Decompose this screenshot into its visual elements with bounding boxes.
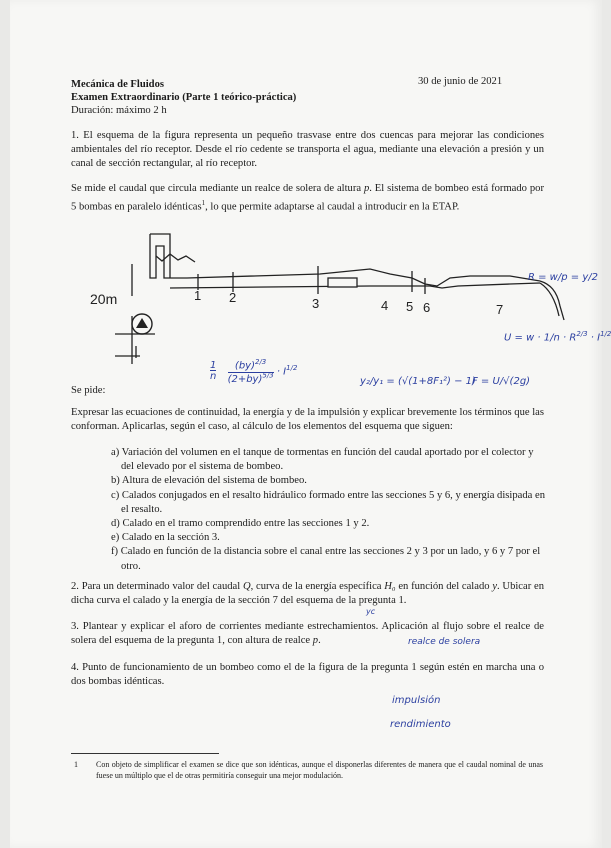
hand-note-impulsion: impulsión (392, 695, 441, 706)
section-label-6: 6 (423, 300, 431, 315)
section-label-7: 7 (496, 302, 504, 317)
hand-formula-hydraulic-radius: R = w/p = y/2 (528, 272, 598, 283)
question-1-items (106, 446, 546, 574)
course-title: Mecánica de Fluidos (71, 79, 164, 90)
exam-date: 30 de junio de 2021 (418, 76, 503, 87)
hand-formula-froude: F = U/√(2g) (472, 376, 531, 387)
list-item: c) Calados conjugados en el resalto hidráulico formado entre las secciones 5 y 6, y energía disipada en el resalto. (111, 489, 546, 515)
height-label: 20m (90, 291, 118, 307)
section-label-4: 4 (381, 298, 389, 313)
list-item: f) Calado en función de la distancia sobre el canal entre las secciones 2 y 3 por un lado, y 6 y 7 por el otro. (111, 546, 541, 572)
question-1-instructions: Expresar las ecuaciones de continuidad, la energía y de la impulsión y explicar brevemente los términos que las conforman. Aplicarlas, según el caso, al cálculo de los elementos del esquema que siguen: (71, 407, 544, 433)
exam-title: Examen Extraordinario (Parte 1 teórico-práctica) (71, 92, 297, 103)
hand-formula-conjugate-depths: y₂/y₁ = (√(1+8F₁²) − 1) (360, 376, 476, 387)
hand-note-realce: realce de solera (408, 637, 481, 647)
hand-note-yc: yc (366, 607, 376, 616)
exam-duration: Duración: máximo 2 h (71, 105, 167, 116)
section-label-1: 1 (194, 288, 202, 303)
question-1-intro: 1. El esquema de la figura representa un pequeño trasvase entre dos cuencas para mejorar las condiciones ambientales del río receptor. Desde el río cedente se transporta el agua, mediante una elevación a presión y un canal de sección rectangular, al río receptor. (71, 130, 544, 170)
footnote-divider (71, 753, 219, 754)
footnote-number: 1 (74, 760, 78, 769)
hand-formula-manning: $U = w \cdot 1/n \cdot R^{2/3} \cdot I^{1/2}$ (504, 330, 611, 344)
list-item: a) Variación del volumen en el tanque de tormentas en función del caudal aportado por el colector y del elevado por el sistema de bombeo. (111, 447, 534, 473)
list-item: d) Calado en el tramo comprendido entre las secciones 1 y 2. (111, 518, 370, 530)
question-4: 4. Punto de funcionamiento de un bombeo como el de la figura de la pregunta 1 según estén en marcha una o dos bombas idénticas. (71, 662, 544, 688)
question-2: 2. Para un determinado valor del caudal Q, curva de la energía específica H₀ en función del calado y. Ubicar en dicha curva el calado y la energía de la sección 7 del esquema de la pregunta 1. (71, 581, 544, 607)
hand-formula-discharge: $\frac{1}{n} (by)^{2/3}$ $(2+by)^{5/3} \cdot I^{1/2}$ (210, 358, 298, 385)
section-label-5: 5 (406, 299, 414, 314)
section-label-2: 2 (229, 290, 237, 305)
se-pide-label: Se pide: (71, 385, 106, 396)
question-1-measurement: Se mide el caudal que circula mediante un realce de solera de altura p. El sistema de bombeo está formado por 5 bombas en paralelo idénticas$^1$, lo que permite adaptarse al caudal a introducir en la ETAP. (71, 183, 544, 213)
list-item: b) Altura de elevación del sistema de bombeo. (111, 475, 307, 487)
list-item: e) Calado en la sección 3. (111, 532, 220, 544)
hand-note-rendimiento: rendimiento (390, 719, 451, 730)
question-3: 3. Plantear y explicar el aforo de corrientes mediante estrechamientos. Aplicación al flujo sobre el realce de solera del esquema de la pregunta 1, con altura de realce p. (71, 621, 544, 647)
schema-figure (70, 226, 610, 396)
exam-page (10, 0, 611, 848)
section-label-3: 3 (312, 296, 320, 311)
footnote-text: Con objeto de simplificar el examen se dice que son idénticas, aunque el disponerlas diferentes de manera que el caudal nominal de unas fuese un múltiplo que el de otras permitiría conseguir una mejor modulación. (96, 760, 543, 780)
